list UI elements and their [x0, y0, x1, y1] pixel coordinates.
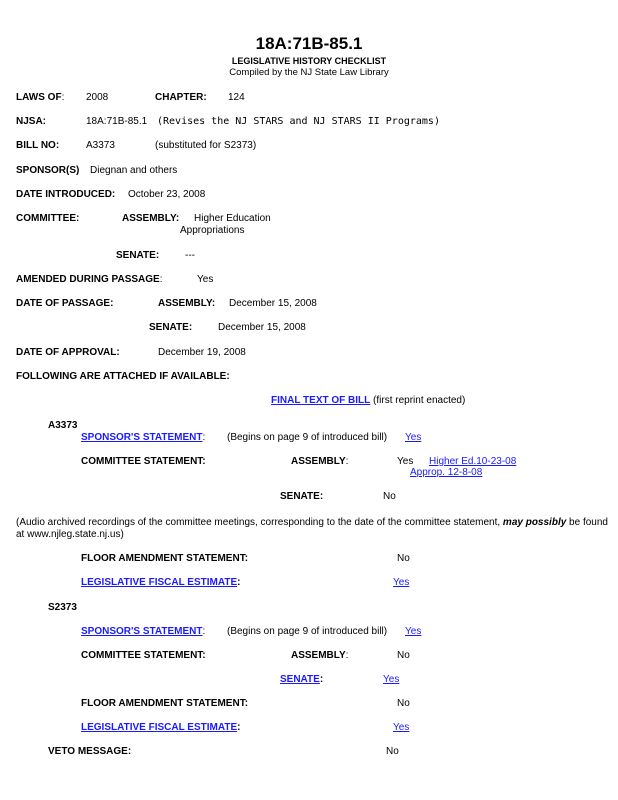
- committee-assembly-line1: Higher Education: [194, 213, 271, 224]
- floor-amendment-value-2: No: [397, 698, 410, 709]
- s2373-senate-yes-link[interactable]: Yes: [383, 674, 400, 685]
- committee-assembly-label: ASSEMBLY:: [122, 213, 180, 224]
- passage-senate-value: December 15, 2008: [218, 322, 306, 333]
- bill-substituted: (substituted for S2373): [155, 140, 257, 151]
- sponsors-label: SPONSOR(S): [16, 165, 80, 176]
- a3373-sponsor-yes-link[interactable]: Yes: [405, 432, 422, 443]
- final-text-row: [271, 395, 465, 407]
- njsa-value: 18A:71B-85.1: [86, 116, 148, 127]
- s2373-senate-link[interactable]: SENATE: [280, 674, 320, 685]
- floor-amendment-label-2: FLOOR AMENDMENT STATEMENT:: [81, 698, 249, 709]
- a3373-senate-value: No: [383, 491, 396, 502]
- amended-value: Yes: [197, 274, 214, 285]
- committee-senate-label: SENATE:: [116, 250, 160, 261]
- njsa-description: (Revises the NJ STARS and NJ STARS II Programs): [157, 116, 440, 127]
- laws-of-colon: :: [61, 92, 65, 103]
- s2373-senate-field: [280, 674, 323, 686]
- s2373-senate-colon: :: [319, 674, 324, 685]
- s2373-sponsor-note: (Begins on page 9 of introduced bill): [227, 626, 388, 637]
- committee-senate-value: ---: [185, 250, 195, 261]
- s2373-assembly-colon: :: [345, 650, 349, 661]
- amended-field: [16, 274, 163, 286]
- fiscal-estimate-link-2[interactable]: LEGISLATIVE FISCAL ESTIMATE: [81, 722, 238, 733]
- a3373-assembly-field: [291, 456, 348, 468]
- chapter-label: CHAPTER:: [155, 92, 207, 103]
- njsa-label: NJSA:: [16, 116, 47, 127]
- laws-of-label: LAWS OF: [16, 92, 62, 103]
- passage-assembly-label: ASSEMBLY:: [158, 298, 216, 309]
- s2373-assembly-label: ASSEMBLY: [291, 650, 346, 661]
- date-of-approval-value: December 19, 2008: [158, 347, 246, 358]
- audio-note-line2: at www.njleg.state.nj.us): [16, 529, 124, 540]
- a3373-senate-label: SENATE:: [280, 491, 324, 502]
- compiled-by: Compiled by the NJ State Law Library: [229, 67, 389, 78]
- sponsors-value: Diegnan and others: [90, 165, 178, 176]
- s2373-committee-label: COMMITTEE STATEMENT:: [81, 650, 206, 661]
- passage-senate-label: SENATE:: [149, 322, 193, 333]
- s2373-sponsor-link[interactable]: SPONSOR'S STATEMENT: [81, 626, 203, 637]
- bill-no-value: A3373: [86, 140, 115, 151]
- date-of-approval-label: DATE OF APPROVAL:: [16, 347, 120, 358]
- amended-label: AMENDED DURING PASSAGE: [16, 274, 160, 285]
- final-text-note: (first reprint enacted): [373, 395, 466, 406]
- fiscal-estimate-yes-link-1[interactable]: Yes: [393, 577, 410, 588]
- a3373-higher-ed-link[interactable]: Higher Ed.10-23-08: [429, 456, 517, 467]
- s2373-sponsor-colon: :: [202, 626, 206, 637]
- a3373-committee-label: COMMITTEE STATEMENT:: [81, 456, 206, 467]
- a3373-sponsor-link[interactable]: SPONSOR'S STATEMENT: [81, 432, 203, 443]
- veto-message-value: No: [386, 746, 399, 757]
- attached-heading: FOLLOWING ARE ATTACHED IF AVAILABLE:: [16, 371, 230, 382]
- audio-note-text-end: be found: [566, 517, 608, 528]
- page-title: 18A:71B-85.1: [255, 34, 363, 53]
- laws-of-value: 2008: [86, 92, 109, 103]
- date-of-passage-label: DATE OF PASSAGE:: [16, 298, 114, 309]
- audio-note-emphasis: may possibly: [502, 517, 567, 528]
- a3373-sponsor-note: (Begins on page 9 of introduced bill): [227, 432, 388, 443]
- s2373-sponsor-statement: [81, 626, 205, 638]
- a3373-label: A3373: [48, 420, 78, 431]
- passage-assembly-value: December 15, 2008: [229, 298, 317, 309]
- a3373-sponsor-colon: :: [202, 432, 206, 443]
- laws-of-field: [16, 92, 64, 104]
- committee-assembly-line2: Appropriations: [180, 225, 245, 236]
- date-introduced-label: DATE INTRODUCED:: [16, 189, 116, 200]
- a3373-sponsor-statement: [81, 432, 205, 444]
- final-text-link[interactable]: FINAL TEXT OF BILL: [271, 395, 371, 406]
- fiscal-estimate-1: [81, 577, 240, 589]
- veto-message-label: VETO MESSAGE:: [48, 746, 132, 757]
- fiscal-estimate-colon-1: :: [237, 577, 241, 588]
- a3373-assembly-value: Yes: [397, 456, 414, 467]
- audio-note-text: (Audio archived recordings of the committee meetings, corresponding to the date of the committee statement,: [16, 517, 503, 528]
- s2373-assembly-field: [291, 650, 348, 662]
- a3373-approp-link[interactable]: Approp. 12-8-08: [410, 467, 483, 478]
- audio-note-line1: [16, 517, 608, 529]
- s2373-sponsor-yes-link[interactable]: Yes: [405, 626, 422, 637]
- fiscal-estimate-link-1[interactable]: LEGISLATIVE FISCAL ESTIMATE: [81, 577, 238, 588]
- committee-label: COMMITTEE:: [16, 213, 80, 224]
- floor-amendment-value-1: No: [397, 553, 410, 564]
- amended-colon: :: [159, 274, 163, 285]
- fiscal-estimate-2: [81, 722, 240, 734]
- chapter-value: 124: [228, 92, 245, 103]
- s2373-label: S2373: [48, 602, 77, 613]
- fiscal-estimate-colon-2: :: [237, 722, 241, 733]
- floor-amendment-label-1: FLOOR AMENDMENT STATEMENT:: [81, 553, 249, 564]
- date-introduced-value: October 23, 2008: [128, 189, 206, 200]
- a3373-assembly-label: ASSEMBLY: [291, 456, 346, 467]
- bill-no-label: BILL NO:: [16, 140, 60, 151]
- a3373-assembly-colon: :: [345, 456, 349, 467]
- s2373-assembly-value: No: [397, 650, 410, 661]
- checklist-subtitle: LEGISLATIVE HISTORY CHECKLIST: [231, 56, 387, 66]
- fiscal-estimate-yes-link-2[interactable]: Yes: [393, 722, 410, 733]
